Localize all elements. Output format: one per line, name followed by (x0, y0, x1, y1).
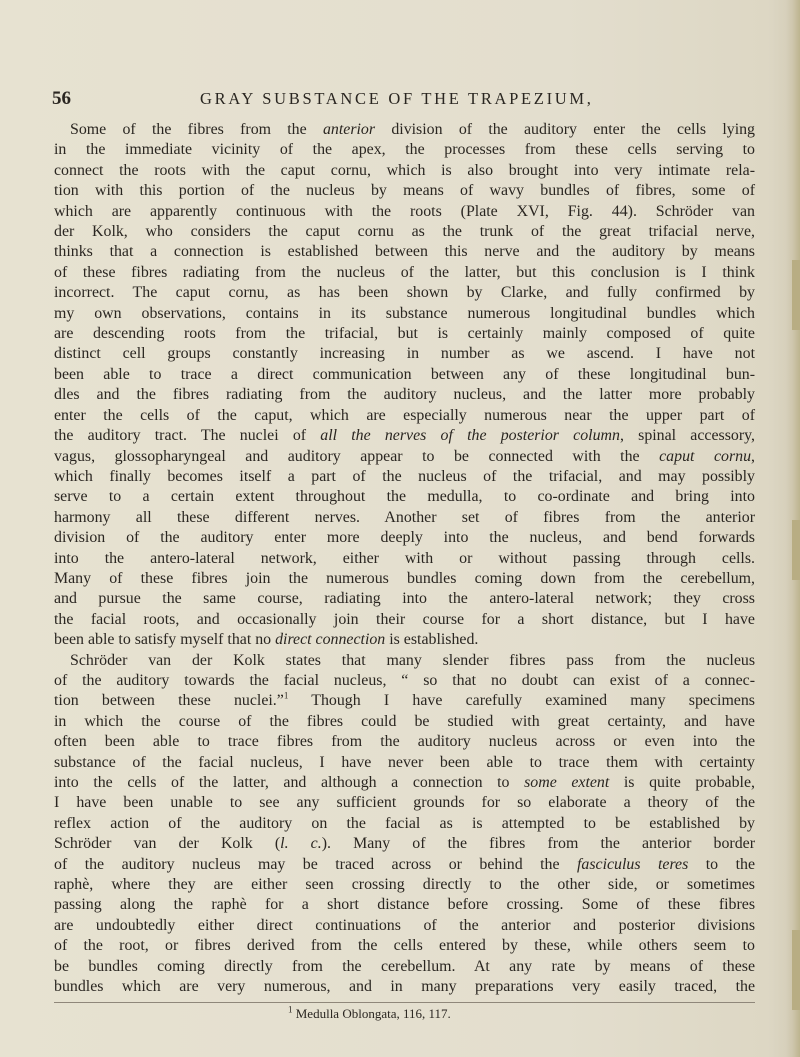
text-line (54, 977, 755, 997)
text-line (54, 610, 755, 630)
text-line (54, 753, 755, 773)
text-line (54, 324, 755, 344)
italic-text: some extent (524, 774, 610, 791)
text-run: serve to a certain extent throughout the medulla, to co-ordinate and bring into (54, 488, 755, 506)
text-run: vagus, glossopharyngeal and auditory appear to be connected with the (54, 447, 660, 465)
text-line (54, 630, 755, 650)
text-line (54, 732, 755, 752)
page-number: 56 (52, 88, 71, 109)
text-line (54, 855, 755, 875)
text-run: been able to satisfy myself that no (54, 631, 276, 649)
text-line (54, 385, 755, 405)
text-line (54, 936, 755, 956)
text-run: passing along the raphè for a short distance before crossing. Some of these fibres (54, 896, 755, 914)
text-line (54, 263, 755, 283)
text-line (54, 957, 755, 977)
text-run: are descending roots from the trifacial, but is certainly mainly composed of quite (54, 325, 755, 343)
text-run: the auditory tract. The nuclei of (54, 427, 321, 445)
text-line (54, 712, 755, 732)
text-line (54, 365, 755, 385)
text-run: are undoubtedly either direct continuations of the anterior and posterior divisions (54, 916, 755, 934)
text-run: Many of these fibres join the numerous bundles coming down from the cerebellum, (54, 569, 755, 587)
text-run: to the (688, 855, 756, 873)
text-run: division of the auditory enter the cells lying (375, 121, 756, 138)
text-line (54, 528, 755, 548)
text-run: of these fibres radiating from the nucleus of the latter, but this conclusion is I think (54, 263, 755, 281)
text-line (54, 181, 755, 201)
text-run: connect the roots with the caput cornu, which is also brought into very intimate rela- (54, 161, 755, 179)
text-run: is quite probable, (609, 774, 755, 791)
text-line (54, 814, 755, 834)
text-line (54, 202, 755, 222)
text-run: into the antero-lateral network, either with or without passing through cells. (54, 549, 755, 567)
text-line (54, 283, 755, 303)
italic-text: direct connection (275, 631, 386, 649)
italic-text: caput cornu (659, 447, 752, 465)
footnote-reference: 1 (283, 691, 289, 702)
text-run: ). Many of the fibres from the anterior border (321, 835, 756, 853)
text-line (54, 487, 755, 507)
text-line (54, 549, 755, 569)
text-run: division of the auditory enter more deeply into the nucleus, and bend forwards (54, 529, 755, 547)
text-run: of the auditory nucleus may be traced across or behind the (54, 855, 577, 873)
italic-text: anterior (322, 121, 376, 138)
footnote-divider (54, 1002, 755, 1003)
text-line (54, 671, 755, 691)
text-line (54, 651, 755, 671)
running-head-title: GRAY SUBSTANCE OF THE TRAPEZIUM, (200, 89, 594, 108)
footnote (288, 1006, 451, 1022)
text-run: tion with this portion of the nucleus by means of wavy bundles of fibres, some of (54, 182, 755, 200)
text-run: raphè, where they are either seen crossing directly to the other side, or sometimes (54, 876, 755, 894)
text-run: the facial roots, and occasionally join their course for a short distance, but I have (54, 610, 755, 628)
text-line (54, 793, 755, 813)
text-run: Schröder van der Kolk ( (54, 835, 281, 853)
text-line (54, 140, 755, 160)
text-run: of the root, or fibres derived from the cells entered by these, while others seem to (54, 937, 755, 955)
italic-text: all the nerves of the posterior column (320, 427, 620, 445)
text-line (54, 242, 755, 262)
text-run: dles and the fibres radiating from the auditory nucleus, and the latter more probably (54, 386, 755, 404)
body-text (54, 120, 755, 997)
text-run: which finally becomes itself a part of the nucleus of the trifacial, and may possibly (54, 467, 755, 485)
text-run: often been able to trace fibres from the auditory nucleus across or even into the (54, 733, 755, 751)
text-run: been able to trace a direct communication between any of these longitudinal bun- (54, 365, 755, 383)
text-line (54, 161, 755, 181)
text-line (54, 569, 755, 589)
text-run: substance of the facial nucleus, I have never been able to trace them with certainty (54, 753, 755, 771)
text-run: in which the course of the fibres could be studied with great certainty, and have (54, 712, 755, 730)
page-edge-tab (792, 260, 800, 330)
text-run: enter the cells of the caput, which are especially numerous near the upper part of (54, 406, 755, 424)
text-line (54, 834, 755, 854)
text-run: der Kolk, who considers the caput cornu as the trunk of the great trifacial nerve, (54, 223, 755, 241)
text-line (54, 508, 755, 528)
italic-text: l. c. (280, 835, 322, 853)
text-run: , (751, 447, 756, 465)
text-run: Some of the fibres from the (70, 121, 323, 138)
text-line (54, 467, 755, 487)
page-edge-tab (792, 930, 800, 1010)
text-run: , spinal accessory, (619, 427, 756, 445)
text-line (54, 426, 755, 446)
text-line (54, 120, 755, 140)
text-run: thinks that a connection is established between this nerve and the auditory by means (54, 243, 755, 261)
text-run: bundles which are very numerous, and in many preparations very easily traced, the (54, 978, 755, 996)
footnote-text: Medulla Oblongata, 116, 117. (292, 1006, 451, 1021)
text-line (54, 589, 755, 609)
text-line (54, 875, 755, 895)
text-line (54, 895, 755, 915)
running-head (52, 88, 752, 112)
text-run: is established. (385, 631, 479, 649)
text-line (54, 773, 755, 793)
text-run: in the immediate vicinity of the apex, the processes from these cells serving to (54, 141, 755, 159)
text-line (54, 222, 755, 242)
text-line (54, 691, 755, 711)
text-run: reflex action of the auditory on the facial as is attempted to be established by (54, 814, 755, 832)
text-run: incorrect. The caput cornu, as has been shown by Clarke, and fully confirmed by (54, 284, 755, 302)
text-run: distinct cell groups constantly increasing in number as we ascend. I have not (54, 345, 755, 363)
text-run: tion between these nuclei.” (54, 692, 284, 710)
text-run: and pursue the same course, radiating into the antero-lateral network; they cross (54, 590, 755, 608)
text-run: my own observations, contains in its substance numerous longitudinal bundles which (54, 304, 755, 322)
text-run: of the auditory towards the facial nucleus, “ so that no doubt can exist of a connec- (54, 671, 755, 689)
text-run: be bundles coming directly from the cerebellum. At any rate by means of these (54, 957, 755, 975)
text-run: harmony all these different nerves. Another set of fibres from the anterior (54, 508, 755, 526)
text-run: Schröder van der Kolk states that many slender fibres pass from the nucleus (70, 651, 755, 669)
text-run: which are apparently continuous with the roots (Plate XVI, Fig. 44). Schröder van (54, 202, 755, 220)
text-line (54, 304, 755, 324)
page-edge-tab (792, 520, 800, 580)
text-line (54, 406, 755, 426)
text-run: I have been unable to see any sufficient grounds for so elaborate a theory of the (54, 794, 755, 812)
text-run: into the cells of the latter, and although a connection to (54, 774, 525, 791)
text-line (54, 447, 755, 467)
text-run: Though I have carefully examined many specimens (288, 692, 755, 710)
text-line (54, 916, 755, 936)
footnote-marker: 1 (288, 1004, 293, 1015)
text-line (54, 344, 755, 364)
italic-text: fasciculus teres (576, 855, 689, 873)
